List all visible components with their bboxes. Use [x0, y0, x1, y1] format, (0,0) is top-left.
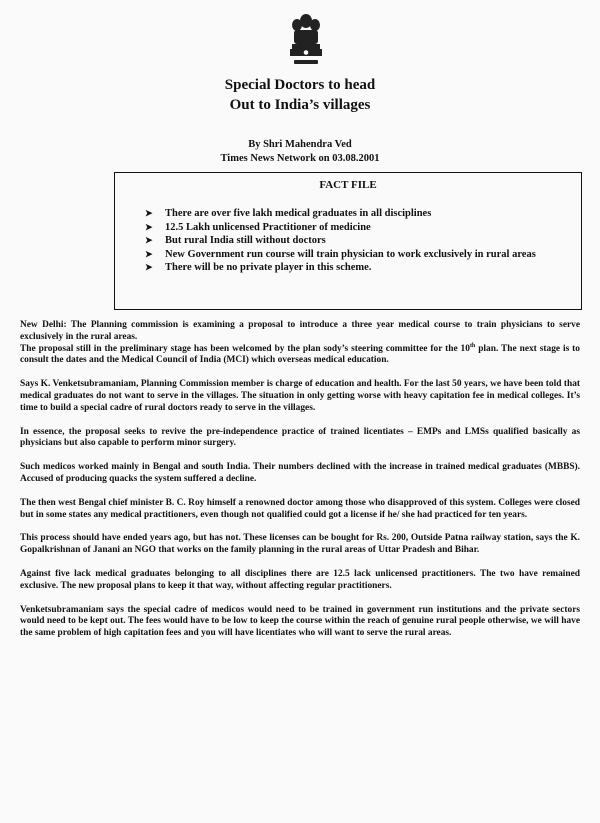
article-paragraph: New Delhi: The Planning commission is examining a proposal to introduce a three year medical course to train physicians to serve exclusively in the rural areas.	[20, 320, 580, 342]
superscript: th	[469, 342, 476, 349]
arrow-bullet-icon: ➤	[145, 221, 153, 232]
fact-item-text: There are over five lakh medical graduates in all disciplines	[165, 208, 432, 219]
fact-file-list	[145, 207, 565, 275]
article-paragraph: Says K. Venketsubramaniam, Planning Commission member is charge of education and health. For the last 50 years, we have been told that medical graduates do not want to serve in the villages. The situation in only getting worse with heavy capitation fee in medical colleges. It’s time to build a special cadre of rural doctors ready to serve in the villages.	[20, 379, 580, 413]
headline-line-1: Special Doctors to head	[224, 77, 376, 93]
national-emblem-icon	[288, 12, 324, 68]
fact-item	[145, 207, 565, 221]
article-text: The proposal still in the preliminary stage has been welcomed by the plan sody’s steering committee for the 10	[20, 343, 470, 354]
arrow-bullet-icon: ➤	[145, 262, 153, 272]
article-paragraph: This process should have ended years ago, but has not. These licenses can be bought for Rs. 200, Outside Patna railway station, says the K. Gopalkrishnan of Janani an NGO that works on the family planning in the rural areas of Uttar Pradesh and Bihar.	[20, 533, 580, 556]
arrow-bullet-icon: ➤	[145, 235, 153, 245]
article-body	[20, 320, 580, 652]
fact-item-text: But rural India still without doctors	[165, 235, 326, 246]
fact-item	[145, 234, 565, 248]
fact-item	[145, 248, 565, 262]
article-paragraph: Against five lack medical graduates belonging to all disciplines there are 12.5 lack unlicensed practitioners. The two have remained exclusive. The new proposal plans to keep it that way, without affecting regular practitioners.	[20, 568, 580, 591]
article-paragraph: Such medicos worked mainly in Bengal and south India. Their numbers declined with the increase in trained medical graduates (MBBS). Accused of producing quacks the system suffered a decline.	[20, 462, 580, 484]
article-paragraph: Venketsubramaniam says the special cadre of medicos would need to be trained in government run institutions and the private sectors would need to be kept out. The fees would have to be low to keep the course within the reach of genuine rural people otherwise, we will have the same problem of high capitation fees and you will have licentiates who will want to serve the rural areas.	[20, 604, 580, 639]
arrow-bullet-icon: ➤	[145, 208, 153, 218]
fact-item	[145, 221, 565, 235]
fact-file-box	[114, 172, 582, 310]
byline-source: Times News Network on 03.08.2001	[220, 153, 380, 164]
article-paragraph: In essence, the proposal seeks to revive the pre-independence practice of trained licentiates – EMPs and LMSs qualified basically as physicians but also capable to perform minor surgery.	[20, 426, 580, 449]
article-paragraph	[20, 344, 580, 368]
fact-item	[145, 261, 565, 275]
article-text: plan. The next stage is to consult the dates and the Medical Council of India (MCI) which overseas medical education.	[20, 343, 580, 366]
headline-line-2: Out to India’s villages	[229, 97, 371, 113]
fact-item-text: There will be no private player in this scheme.	[165, 262, 372, 273]
arrow-bullet-icon: ➤	[145, 248, 153, 259]
fact-file-heading: FACT FILE	[319, 179, 377, 191]
article-paragraph: The then west Bengal chief minister B. C. Roy himself a renowned doctor among those who disapproved of this system. Colleges were closed but in some states any medical practitioners, even though not qualified could got a license if he/ she had practiced for ten years.	[20, 497, 580, 520]
byline-author: By Shri Mahendra Ved	[248, 139, 352, 150]
fact-item-text: 12.5 Lakh unlicensed Practitioner of medicine	[165, 221, 371, 233]
fact-item-text: New Government run course will train physician to work exclusively in rural areas	[165, 248, 536, 260]
